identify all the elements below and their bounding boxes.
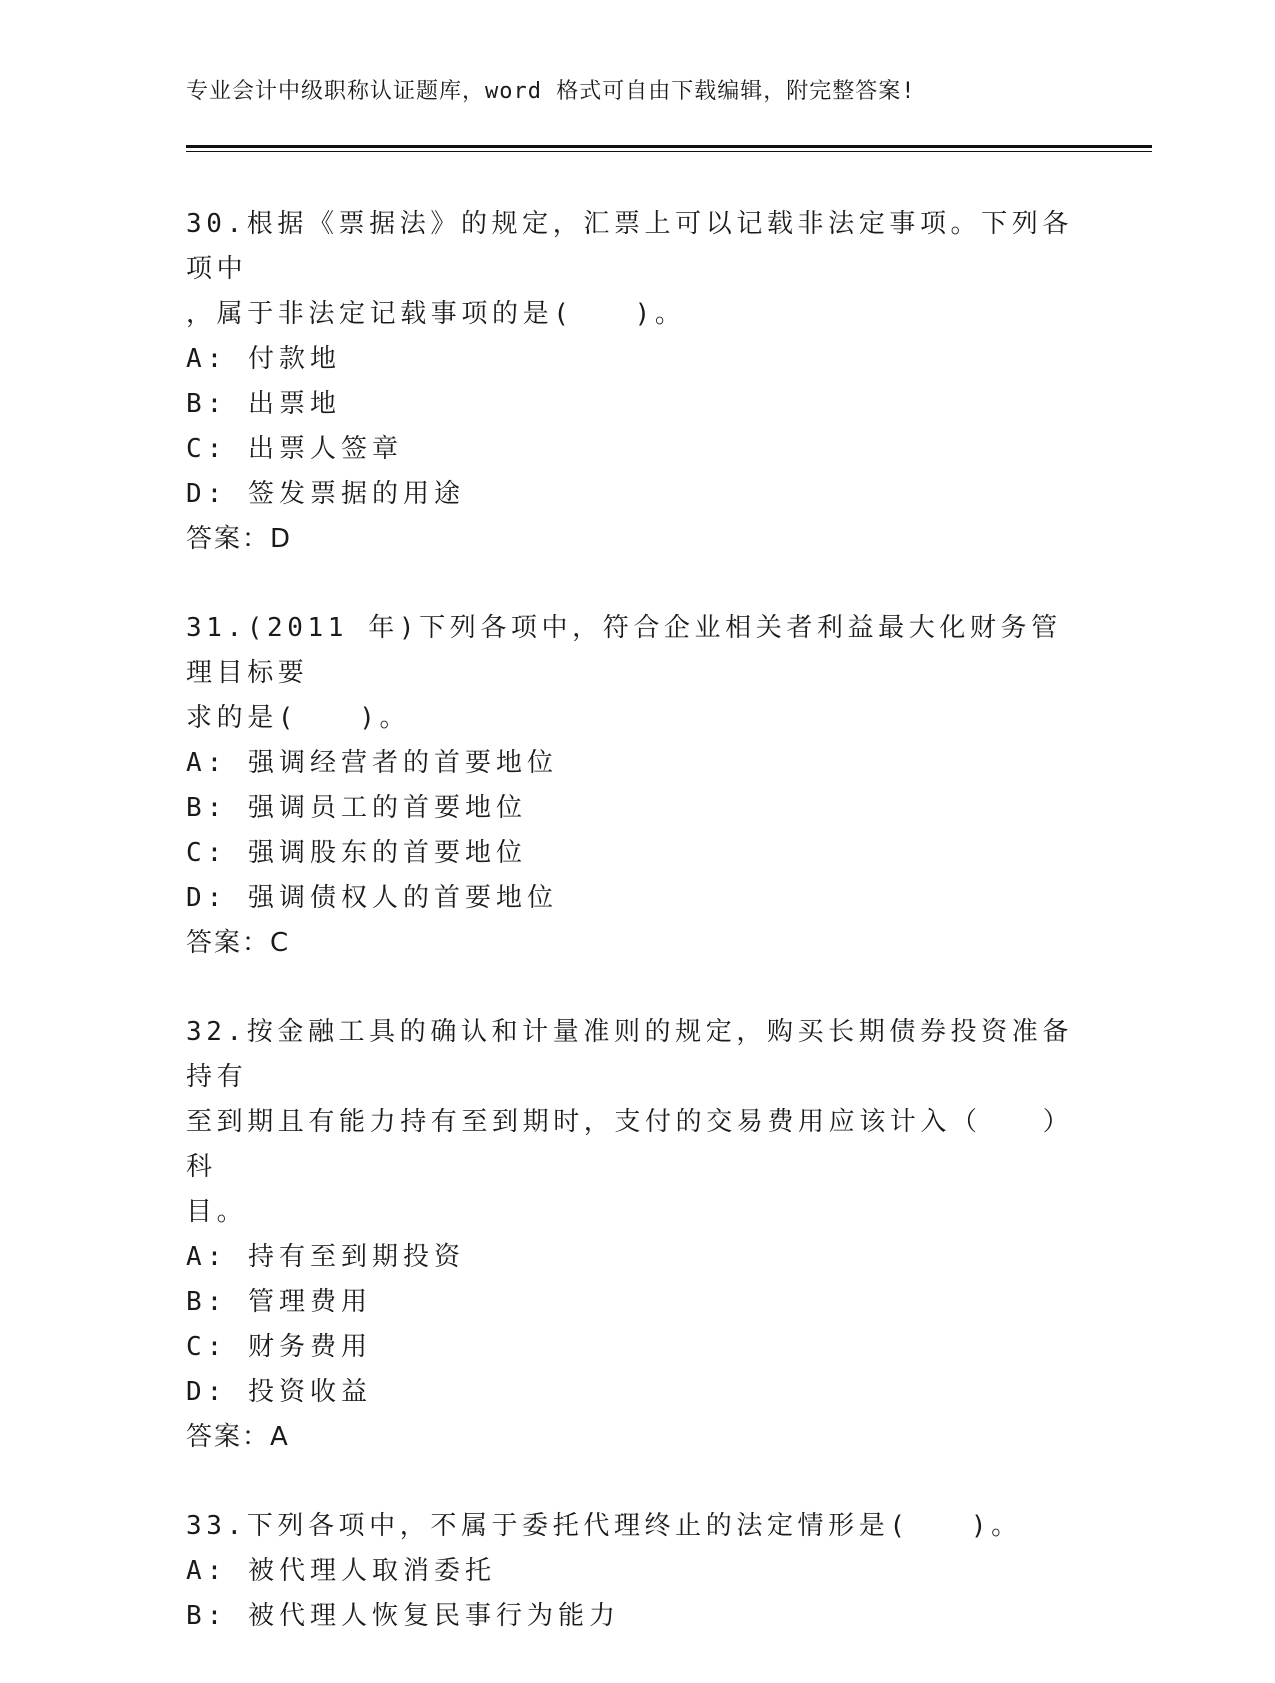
option-b: B: 被代理人恢复民事行为能力 [186, 1601, 620, 1631]
answer: 答案：D [186, 524, 293, 554]
question-33 [186, 1504, 1086, 1639]
header-rule-thick [186, 145, 1152, 148]
question-31 [186, 606, 1086, 966]
answer: 答案：A [186, 1422, 290, 1452]
page-header: 专业会计中级职称认证题库，word 格式可自由下载编辑，附完整答案! [186, 79, 916, 104]
question-30 [186, 202, 1086, 562]
option-a: A: 持有至到期投资 [186, 1242, 465, 1272]
option-b: B: 强调员工的首要地位 [186, 793, 527, 823]
question-stem: 30.根据《票据法》的规定，汇票上可以记载非法定事项。下列各项中 ，属于非法定记载事项的是( )。 [186, 209, 1073, 329]
question-stem: 32.按金融工具的确认和计量准则的规定，购买长期债券投资准备持有 至到期且有能力持有至到期时，支付的交易费用应该计入（ ）科 目。 [186, 1017, 1074, 1227]
option-b: B: 管理费用 [186, 1287, 372, 1317]
option-d: D: 签发票据的用途 [186, 479, 465, 509]
question-stem: 31.(2011 年)下列各项中，符合企业相关者利益最大化财务管理目标要 求的是( )。 [186, 613, 1062, 733]
option-c: C: 财务费用 [186, 1332, 372, 1362]
question-list [186, 202, 1086, 1683]
question-32 [186, 1010, 1086, 1460]
option-d: D: 强调债权人的首要地位 [186, 883, 558, 913]
option-b: B: 出票地 [186, 389, 341, 419]
answer: 答案：C [186, 928, 291, 958]
option-a: A: 被代理人取消委托 [186, 1556, 496, 1586]
option-a: A: 付款地 [186, 344, 341, 374]
option-d: D: 投资收益 [186, 1377, 372, 1407]
option-c: C: 出票人签章 [186, 434, 403, 464]
header-rule-thin [186, 151, 1152, 152]
option-a: A: 强调经营者的首要地位 [186, 748, 558, 778]
option-c: C: 强调股东的首要地位 [186, 838, 527, 868]
question-stem: 33.下列各项中，不属于委托代理终止的法定情形是( )。 [186, 1511, 1022, 1541]
